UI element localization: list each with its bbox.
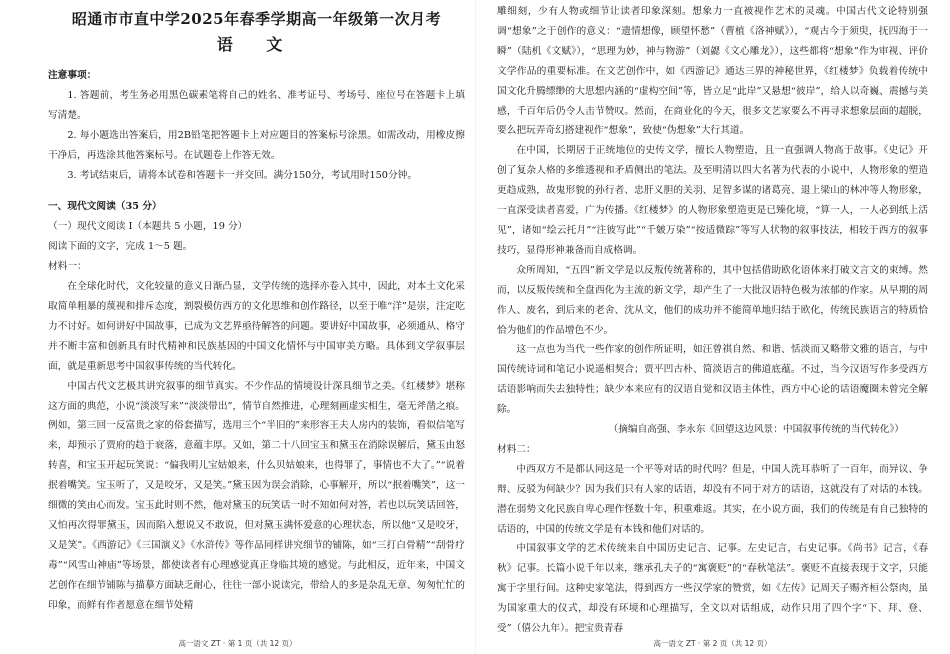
- note-item: 1. 答题前，考生务必用黑色碳素笔将自己的姓名、准考证号、考场号、座位号在答题卡上填写清楚。: [48, 89, 465, 121]
- subsection-heading: （一）现代文阅读 Ⅰ（本题共 5 小题，19 分）: [48, 221, 248, 233]
- reading-instruction: 阅读下面的文字，完成 1～5 题。: [48, 241, 193, 253]
- paragraph: 在全球化时代，文化较量的意义日渐凸显，文学传统的选择亦卷入其中，因此，对本土文化采取简单粗暴的蔑视和排斥态度，割裂模仿西方的文化思维和创作路径，以至于唯“洋”是崇，注定吃力不讨好。如何讲好中国故事，已成为文艺界亟待解答的问题。要讲好中国故事，必须通从、格守并不断丰富和创新具有时代精神和民族基因的中国文化情怀与中国审美方略。具体到文学叙事层面，就是重新思考中国叙事传统的当代转化。: [48, 281, 465, 372]
- source-citation: （摘编自高强、李永东《回望这边风景：中国叙事传统的当代转化》）: [608, 424, 904, 436]
- exam-page-2: [475, 0, 950, 654]
- paragraph: 中西双方不是都认同这是一个平等对话的时代吗？但是，中国人洗耳恭听了一百年，而异议、争辩、反驳为何缺少？因为我们只有人家的话语，却没有不同于对方的话语，这就没有了对话的本钱。潜在弱势文化民族自卑心理作怪数十年，积重难返。其实，在小说方面，我们的传统是有自己独特的话语的，中国的传统文学是有本钱和他们对话的。: [497, 463, 928, 535]
- material-label: 材料一：: [48, 261, 87, 273]
- paragraph: 这一点也为当代一些作家的创作所证明，如汪曾祺自然、和谐、恬淡而又略带文雅的语言，与中国传统诗词和笔记小说遥相契合；贾平凹古朴、简淡语言的佛道底蕴。不过，当今汉语写作多受西方话语影响而失去独特性；缺少本来应有的汉语自觉和汉语主体性，西方中心论的话语魔圈未曾完全解除。: [497, 344, 928, 416]
- paragraph: 在中国，长期居于正统地位的史传文学，擅长人物塑造，且一直强调人物高于故事。《史记》开创了复杂人格的多维透视和矛盾侧出的笔法。及至明清以四大名著为代表的小说中，人物形象的塑造更趋成熟，故鬼形貌的孙行者、忠肝义胆的关羽、足智多谋的诸葛亮、退上梁山的林冲等人物形象，一直深受读者喜爱，广为传播。《红楼梦》的人物形象塑造更是已臻化境，“算一人，一人必到纸上活见”，诸如“绘云托月”“注彼写此”“千皴万染”“按适微踪”等写人状物的叙事技法，相较于西方的叙事技巧，显得形神兼备而自成格调。: [497, 145, 928, 256]
- page-footer: 高一语文 ZT · 第 1 页（共 12 页）: [178, 639, 297, 648]
- section-heading: 一、现代文阅读（35 分）: [48, 201, 162, 213]
- paragraph: 众所周知，“五四”新文学是以反叛传统著称的，其中包括借助欧化语体来打破文言文的束缚。然而，以反叛传统和全盘西化为主流的新文学，却产生了一大批汉语特色极为浓郁的作家。从早期的周作人、废名，到后来的老舍、沈从文，他们的成功并不能简单地归结于欧化，传统民族语言的特质恰恰为他们的作品增色不少。: [497, 264, 928, 336]
- paragraph: 中国古代文艺极其讲究叙事的细节真实。不少作品的情境设计深具细节之美。《红楼梦》堪称这方面的典范，小说“淡淡写来”“淡淡带出”，情节自然推进，心理刻画虚实相生，毫无斧凿之痕。例如，第三回一反富贵之家的俗套描写，选用三个“半旧的”来形容王夫人房内的装饰，看似信笔写来，却预示了贾府的趋于衰落，意蕴丰厚。又如，第二十八回宝玉和黛玉在消除误解后，黛玉由怒转喜，和宝玉开起玩笑说：“偏我明儿宝姑娘来，什么贝姑娘来，也得罪了，事情也不大了。”“说着抿着嘴笑。宝玉听了，又是咬牙，又是笑。”黛玉因为误会消除，心事解开，所以“抿着嘴笑”，这一细微的笑由心而发。宝玉此时则不然，他对黛玉的玩笑话一时不知如何对答，若也以玩笑话回答，又怕再次得罪黛玉，因而陷入想说又不敢说，但对黛玉满怀爱意的心理状态，所以他“又是咬牙，又是笑”。《西游记》《三国演义》《水浒传》等作品同样讲究细节的铺陈，如“三打白骨精”“刮骨疗毒”“风雪山神庙”等场景，都使读者有心理感觉真正身临其境的感觉。与此相反，近年来，中国文艺创作在细节铺陈与描摹方面缺乏耐心，往往一部小说读完，带给人的多是杂乱无章、匆匆忙忙的印象，而鲜有作者愿意在细节处精: [48, 380, 465, 611]
- page-footer: 高一语文 ZT · 第 2 页（共 12 页）: [653, 639, 772, 648]
- notes-heading: 注意事项：: [48, 70, 97, 81]
- material-label: 材料二：: [497, 443, 536, 455]
- exam-title: 昭通市市直中学2025年春季学期高一年级第一次月考: [71, 10, 442, 28]
- exam-subject: 语 文: [216, 35, 297, 54]
- note-item: 2. 每小题选出答案后，用2B铅笔把答题卡上对应题目的答案标号涂黑。如需改动，用橡皮擦干净后，再选涂其他答案标号。在试题卷上作答无效。: [48, 129, 465, 161]
- note-item: 3. 考试结束后，请将本试卷和答题卡一并交回。满分150分，考试用时150分钟。: [67, 169, 418, 181]
- paragraph: 雕细刻，少有人物或细节让读者印象深刻。想象力一直被视作艺术的灵魂。中国古代文论特别强调“想象”之于创作的意义：“遗情想像，顾望怀愁”（曹植《洛神赋》），“观古今于须臾，抚四海于一瞬”（陆机《文赋》），“思理为妙，神与物游”（刘勰《文心雕龙》），这些都将“想象”作为审视、评价文学作品的重要标准。在文艺创作中，如《西游记》通达三界的神秘世界，《红楼梦》负载着传统中国文化升腾缥缈的大思想内涵的“虚构空间”等，皆立足“此岸”又悬想“彼岸”，给人以奇巍、震撼与美感，千百年后仍令人击节赞叹。然而，在商业化的今天，很多文艺家要么不再寻求想象层面的超脱，要么把玩弄奇幻搭建视作“想象”，致使“伪想象”大行其道。: [497, 6, 928, 137]
- paragraph: 中国叙事文学的艺术传统来自中国历史记言、记事。左史记言，右史记事。《尚书》记言，《春秋》记事。长篇小说千年以来，继承孔夫子的“寓褒贬”的“春秋笔法”。褒贬不直接表现于文字，只能寓于字里行间。这种史家笔法，得到西方一些汉学家的赞赏，如《左传》记周天子赐齐桓公祭肉，虽为国家重大的仪式，却没有环境和心理描写，全文以对话组成，动作只用了四个字“下、拜、登、受”（僖公九年）。把宝贵青春: [497, 543, 928, 635]
